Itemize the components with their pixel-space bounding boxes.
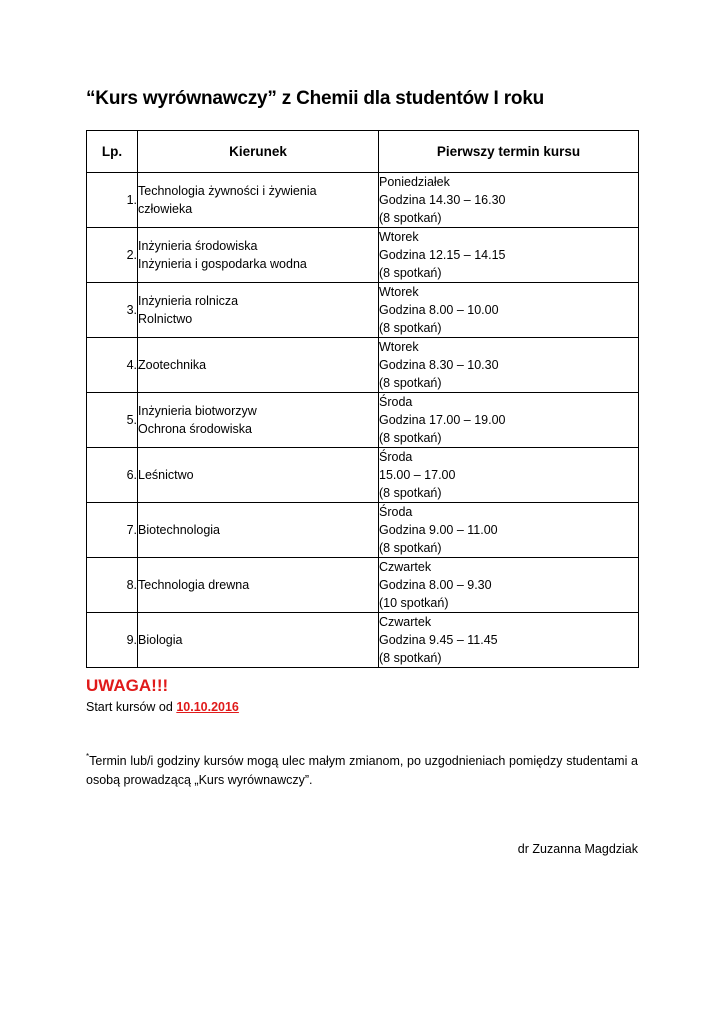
- row-termin: [379, 393, 639, 448]
- kierunek-line: Inżynieria rolnicza: [138, 294, 239, 308]
- row-termin: [379, 228, 639, 283]
- start-prefix: Start kursów od: [86, 700, 177, 714]
- termin-line: (8 spotkań): [379, 431, 442, 445]
- termin-line: Poniedziałek: [379, 175, 450, 189]
- row-kierunek: [138, 228, 379, 283]
- table-body: [87, 173, 639, 668]
- row-termin: [379, 448, 639, 503]
- header-lp: Lp.: [87, 131, 138, 173]
- kierunek-line: Leśnictwo: [138, 468, 194, 482]
- course-schedule-table: [86, 130, 639, 668]
- row-termin: [379, 173, 639, 228]
- termin-line: Godzina 12.15 – 14.15: [379, 248, 506, 262]
- row-termin: [379, 283, 639, 338]
- page-title: “Kurs wyrównawczy” z Chemii dla studentów I roku: [86, 88, 545, 109]
- table-header-row: [87, 131, 639, 173]
- termin-line: Godzina 9.00 – 11.00: [379, 523, 498, 537]
- termin-line: Godzina 8.00 – 10.00: [379, 303, 499, 317]
- kierunek-line: Inżynieria i gospodarka wodna: [138, 257, 307, 271]
- row-termin: [379, 503, 639, 558]
- row-lp: 2.: [87, 228, 138, 283]
- kierunek-line: Biologia: [138, 633, 183, 647]
- termin-line: Środa: [379, 450, 413, 464]
- table-row: [87, 283, 639, 338]
- termin-line: Czwartek: [379, 560, 432, 574]
- termin-line: Godzina 14.30 – 16.30: [379, 193, 506, 207]
- table-row: [87, 173, 639, 228]
- termin-line: Godzina 8.00 – 9.30: [379, 578, 492, 592]
- table-row: [87, 558, 639, 613]
- termin-line: Wtorek: [379, 285, 419, 299]
- termin-line: (8 spotkań): [379, 266, 442, 280]
- kierunek-line: Biotechnologia: [138, 523, 221, 537]
- row-kierunek: [138, 173, 379, 228]
- termin-line: Czwartek: [379, 615, 432, 629]
- kierunek-line: Inżynieria środowiska: [138, 239, 258, 253]
- termin-line: (8 spotkań): [379, 376, 442, 390]
- row-kierunek: [138, 503, 379, 558]
- termin-line: Środa: [379, 505, 413, 519]
- row-lp: 9.: [87, 613, 138, 668]
- termin-line: Godzina 8.30 – 10.30: [379, 358, 499, 372]
- row-termin: [379, 338, 639, 393]
- termin-line: Środa: [379, 395, 413, 409]
- table-row: [87, 228, 639, 283]
- kierunek-line: Rolnictwo: [138, 312, 193, 326]
- row-kierunek: [138, 448, 379, 503]
- kierunek-line: Ochrona środowiska: [138, 422, 252, 436]
- row-lp: 6.: [87, 448, 138, 503]
- header-termin: Pierwszy termin kursu: [379, 131, 639, 173]
- row-kierunek: [138, 613, 379, 668]
- kierunek-line: Technologia drewna: [138, 578, 250, 592]
- footnote-marker: *: [86, 752, 90, 761]
- row-lp: 4.: [87, 338, 138, 393]
- header-kierunek: Kierunek: [138, 131, 379, 173]
- table-row: [87, 448, 639, 503]
- kierunek-line: człowieka: [138, 202, 193, 216]
- termin-line: Godzina 17.00 – 19.00: [379, 413, 506, 427]
- kierunek-line: Technologia żywności i żywienia: [138, 184, 317, 198]
- row-kierunek: [138, 283, 379, 338]
- row-kierunek: [138, 393, 379, 448]
- termin-line: Wtorek: [379, 340, 419, 354]
- row-kierunek: [138, 338, 379, 393]
- row-lp: 1.: [87, 173, 138, 228]
- termin-line: 15.00 – 17.00: [379, 468, 456, 482]
- row-termin: [379, 613, 639, 668]
- kierunek-line: Zootechnika: [138, 358, 207, 372]
- row-lp: 3.: [87, 283, 138, 338]
- footnote-text: Termin lub/i godziny kursów mogą ulec małym zmianom, po uzgodnieniach pomiędzy studentami a osobą prowadzącą „Kurs wyrównawczy”.: [86, 754, 638, 787]
- row-termin: [379, 558, 639, 613]
- row-lp: 7.: [87, 503, 138, 558]
- table-row: [87, 393, 639, 448]
- table-row: [87, 338, 639, 393]
- footnote: [86, 752, 638, 790]
- termin-line: (10 spotkań): [379, 596, 449, 610]
- start-date: 10.10.2016: [176, 700, 239, 714]
- termin-line: (8 spotkań): [379, 486, 442, 500]
- start-info: [86, 700, 239, 714]
- row-lp: 8.: [87, 558, 138, 613]
- termin-line: (8 spotkań): [379, 541, 442, 555]
- row-kierunek: [138, 558, 379, 613]
- termin-line: (8 spotkań): [379, 651, 442, 665]
- termin-line: Godzina 9.45 – 11.45: [379, 633, 498, 647]
- row-lp: 5.: [87, 393, 138, 448]
- table-row: [87, 613, 639, 668]
- termin-line: Wtorek: [379, 230, 419, 244]
- kierunek-line: Inżynieria biotworzyw: [138, 404, 257, 418]
- table-row: [87, 503, 639, 558]
- signature: dr Zuzanna Magdziak: [517, 842, 638, 856]
- termin-line: (8 spotkań): [379, 321, 442, 335]
- notice-heading: UWAGA!!!: [86, 676, 169, 695]
- termin-line: (8 spotkań): [379, 211, 442, 225]
